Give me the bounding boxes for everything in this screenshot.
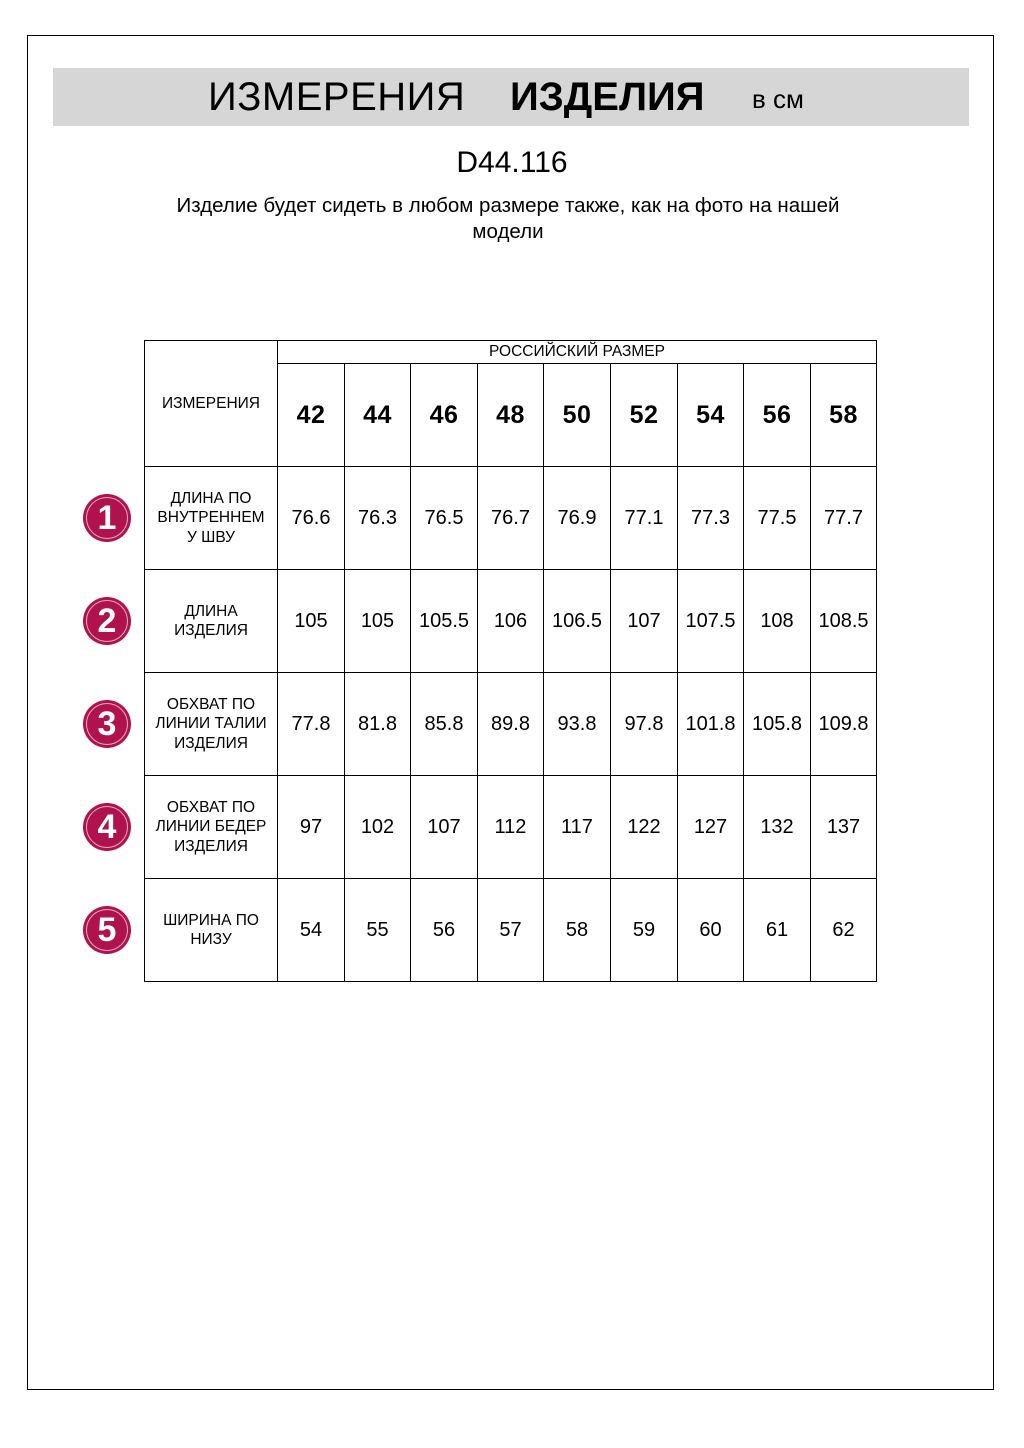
measurement-label: ОБХВАТ ПО ЛИНИИ БЕДЕР ИЗДЕЛИЯ <box>145 776 278 879</box>
value-cell: 59 <box>611 879 678 982</box>
value-cell: 76.6 <box>278 467 345 570</box>
table-row <box>145 570 877 673</box>
value-cell: 89.8 <box>478 673 544 776</box>
value-cell: 81.8 <box>345 673 411 776</box>
value-cell: 108 <box>744 570 811 673</box>
size-header-cell: 44 <box>345 364 411 467</box>
value-cell: 105.5 <box>411 570 478 673</box>
title-units: в см <box>752 84 804 114</box>
row-number-badge: 4 <box>83 803 131 851</box>
table-row <box>145 879 877 982</box>
size-header-cell: 58 <box>811 364 877 467</box>
size-header-cell: 42 <box>278 364 345 467</box>
row-number-badge: 1 <box>83 494 131 542</box>
value-cell: 132 <box>744 776 811 879</box>
value-cell: 117 <box>544 776 611 879</box>
measurement-label: ДЛИНА ИЗДЕЛИЯ <box>145 570 278 673</box>
value-cell: 101.8 <box>678 673 744 776</box>
table-row <box>145 776 877 879</box>
value-cell: 137 <box>811 776 877 879</box>
measurement-label: ШИРИНА ПО НИЗУ <box>145 879 278 982</box>
row-number-badge: 5 <box>83 906 131 954</box>
value-cell: 58 <box>544 879 611 982</box>
value-cell: 76.5 <box>411 467 478 570</box>
value-cell: 127 <box>678 776 744 879</box>
value-cell: 93.8 <box>544 673 611 776</box>
row-number-badge: 2 <box>83 597 131 645</box>
value-cell: 106.5 <box>544 570 611 673</box>
value-cell: 76.9 <box>544 467 611 570</box>
value-cell: 107.5 <box>678 570 744 673</box>
size-header-cell: 56 <box>744 364 811 467</box>
value-cell: 55 <box>345 879 411 982</box>
value-cell: 122 <box>611 776 678 879</box>
value-cell: 85.8 <box>411 673 478 776</box>
value-cell: 107 <box>611 570 678 673</box>
value-cell: 77.8 <box>278 673 345 776</box>
title-regular: ИЗМЕРЕНИЯ <box>208 75 466 119</box>
article-number: D44.116 <box>456 146 568 179</box>
value-cell: 109.8 <box>811 673 877 776</box>
table-row <box>145 673 877 776</box>
value-cell: 76.7 <box>478 467 544 570</box>
value-cell: 57 <box>478 879 544 982</box>
fit-note: Изделие будет сидеть в любом размере также, как на фото на нашей модели <box>176 194 840 243</box>
size-header-cell: 48 <box>478 364 544 467</box>
value-cell: 77.5 <box>744 467 811 570</box>
measurement-label: ДЛИНА ПО ВНУТРЕННЕМ У ШВУ <box>145 467 278 570</box>
size-header-cell: 50 <box>544 364 611 467</box>
measurement-label: ОБХВАТ ПО ЛИНИИ ТАЛИИ ИЗДЕЛИЯ <box>145 673 278 776</box>
value-cell: 112 <box>478 776 544 879</box>
value-cell: 62 <box>811 879 877 982</box>
value-cell: 77.3 <box>678 467 744 570</box>
value-cell: 102 <box>345 776 411 879</box>
value-cell: 105.8 <box>744 673 811 776</box>
value-cell: 56 <box>411 879 478 982</box>
value-cell: 107 <box>411 776 478 879</box>
value-cell: 97.8 <box>611 673 678 776</box>
value-cell: 105 <box>345 570 411 673</box>
sizes-group-header: РОССИЙСКИЙ РАЗМЕР <box>278 341 877 364</box>
value-cell: 97 <box>278 776 345 879</box>
size-header-cell: 46 <box>411 364 478 467</box>
value-cell: 77.7 <box>811 467 877 570</box>
table-row <box>145 467 877 570</box>
value-cell: 54 <box>278 879 345 982</box>
measurements-header: ИЗМЕРЕНИЯ <box>145 341 278 467</box>
value-cell: 106 <box>478 570 544 673</box>
title-bold: ИЗДЕЛИЯ <box>510 75 705 119</box>
size-table <box>144 340 877 982</box>
size-header-cell: 52 <box>611 364 678 467</box>
value-cell: 61 <box>744 879 811 982</box>
value-cell: 108.5 <box>811 570 877 673</box>
size-header-cell: 54 <box>678 364 744 467</box>
row-number-badge: 3 <box>83 700 131 748</box>
table-header-row <box>145 341 877 364</box>
value-cell: 60 <box>678 879 744 982</box>
value-cell: 105 <box>278 570 345 673</box>
value-cell: 77.1 <box>611 467 678 570</box>
value-cell: 76.3 <box>345 467 411 570</box>
